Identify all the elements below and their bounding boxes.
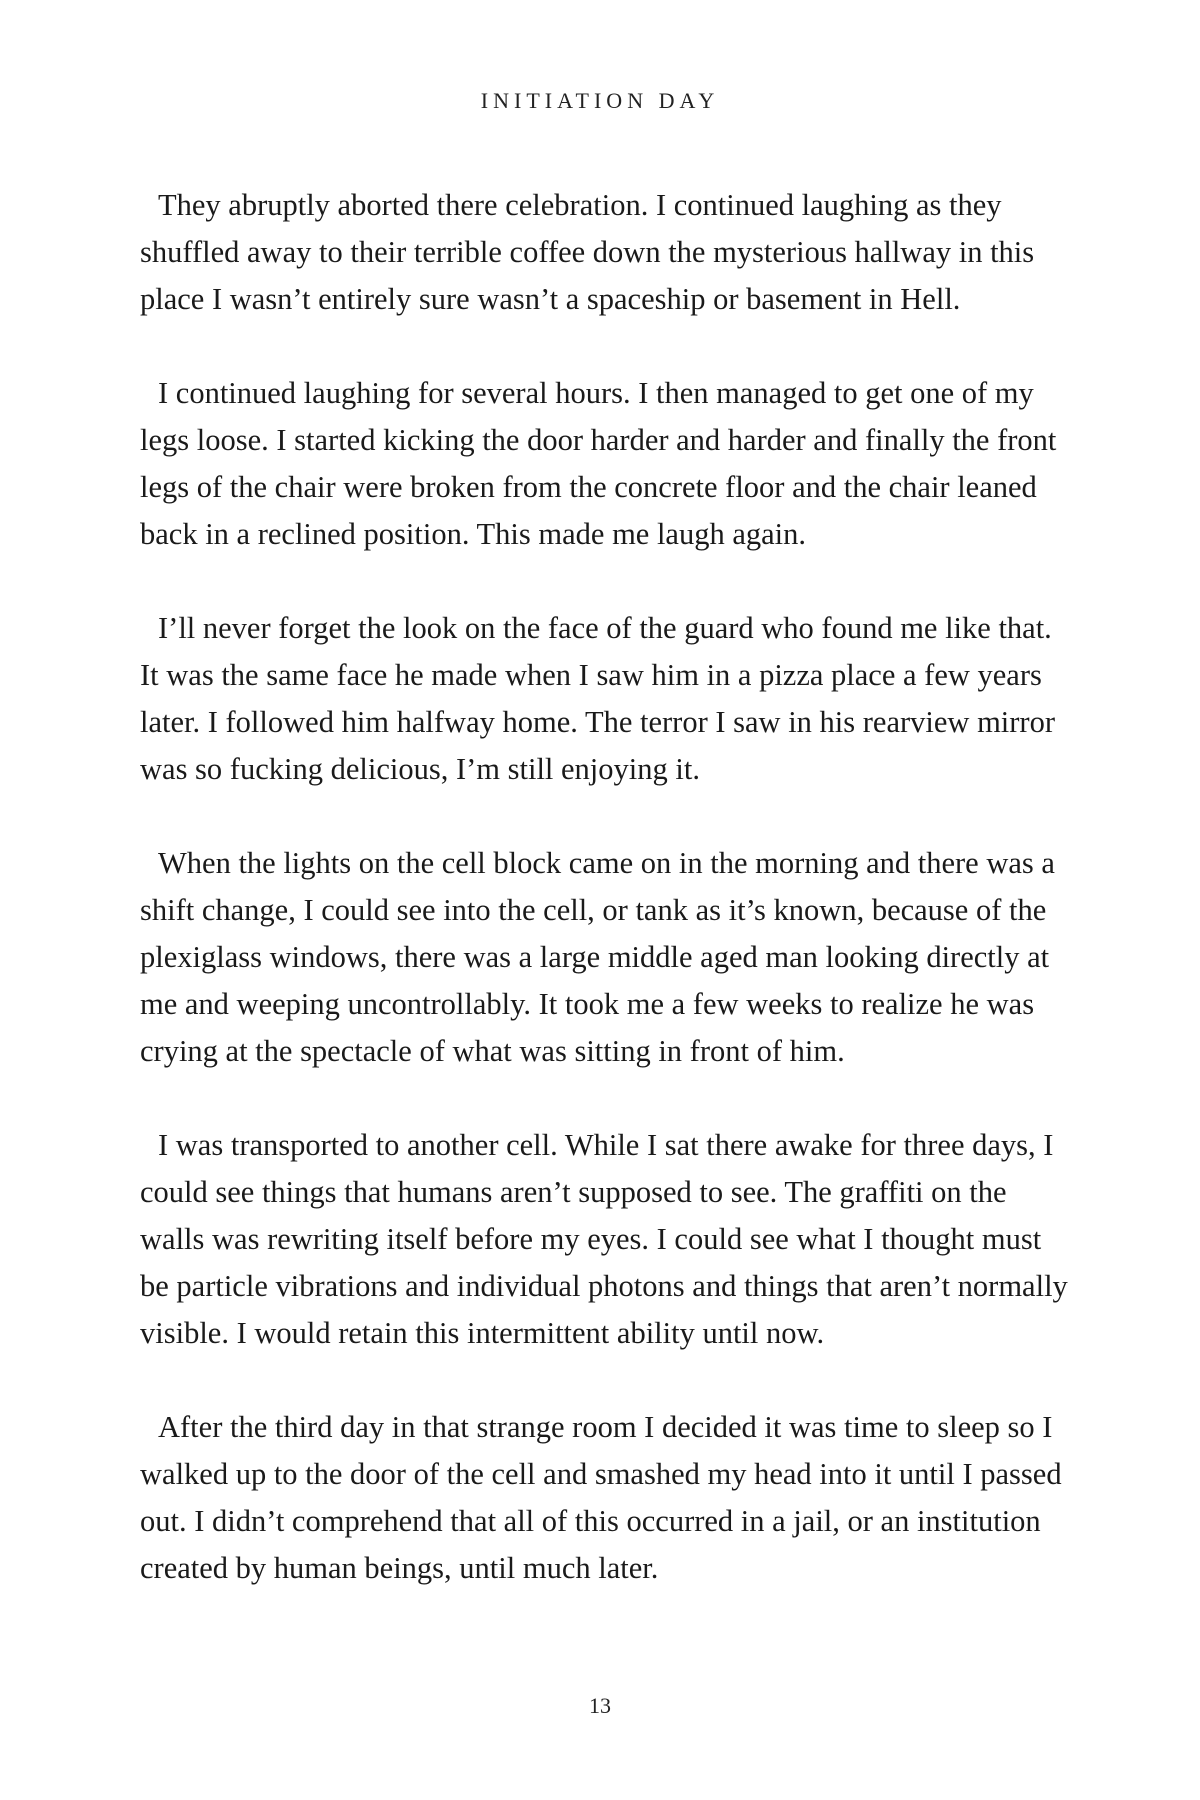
body-text [140,182,1070,1639]
paragraph-2: I continued laughing for several hours. I then managed to get one of my legs loose. I started kicking the door harder and harder and finally the front legs of the chair were broken from the concrete floor and the chair leaned back in a reclined position. This made me laugh again. [140,376,1057,551]
paragraph-4: When the lights on the cell block came on in the morning and there was a shift change, I could see into the cell, or tank as it’s known, because of the plexiglass windows, there was a large middle aged man looking directly at me and weeping uncontrollably. It took me a few weeks to realize he was crying at the spectacle of what was sitting in front of him. [140,846,1055,1068]
paragraph-6: After the third day in that strange room I decided it was time to sleep so I walked up to the door of the cell and smashed my head into it until I passed out. I didn’t comprehend that all of this occurred in a jail, or an institution created by human beings, until much later. [140,1410,1062,1585]
paragraph-3: I’ll never forget the look on the face of the guard who found me like that. It was the same face he made when I saw him in a pizza place a few years later. I followed him halfway home. The terror I saw in his rearview mirror was so fucking delicious, I’m still enjoying it. [140,611,1055,786]
paragraph-5: I was transported to another cell. While I sat there awake for three days, I could see things that humans aren’t supposed to see. The graffiti on the walls was rewriting itself before my eyes. I could see what I thought must be particle vibrations and individual photons and things that aren’t normally visible. I would retain this intermittent ability until now. [140,1128,1068,1350]
paragraph-1: They abruptly aborted there celebration. I continued laughing as they shuffled away to their terrible coffee down the mysterious hallway in this place I wasn’t entirely sure wasn’t a spaceship or basement in Hell. [140,188,1035,316]
page-number: 13 [589,1693,611,1718]
running-head-title: INITIATION DAY [480,88,720,113]
